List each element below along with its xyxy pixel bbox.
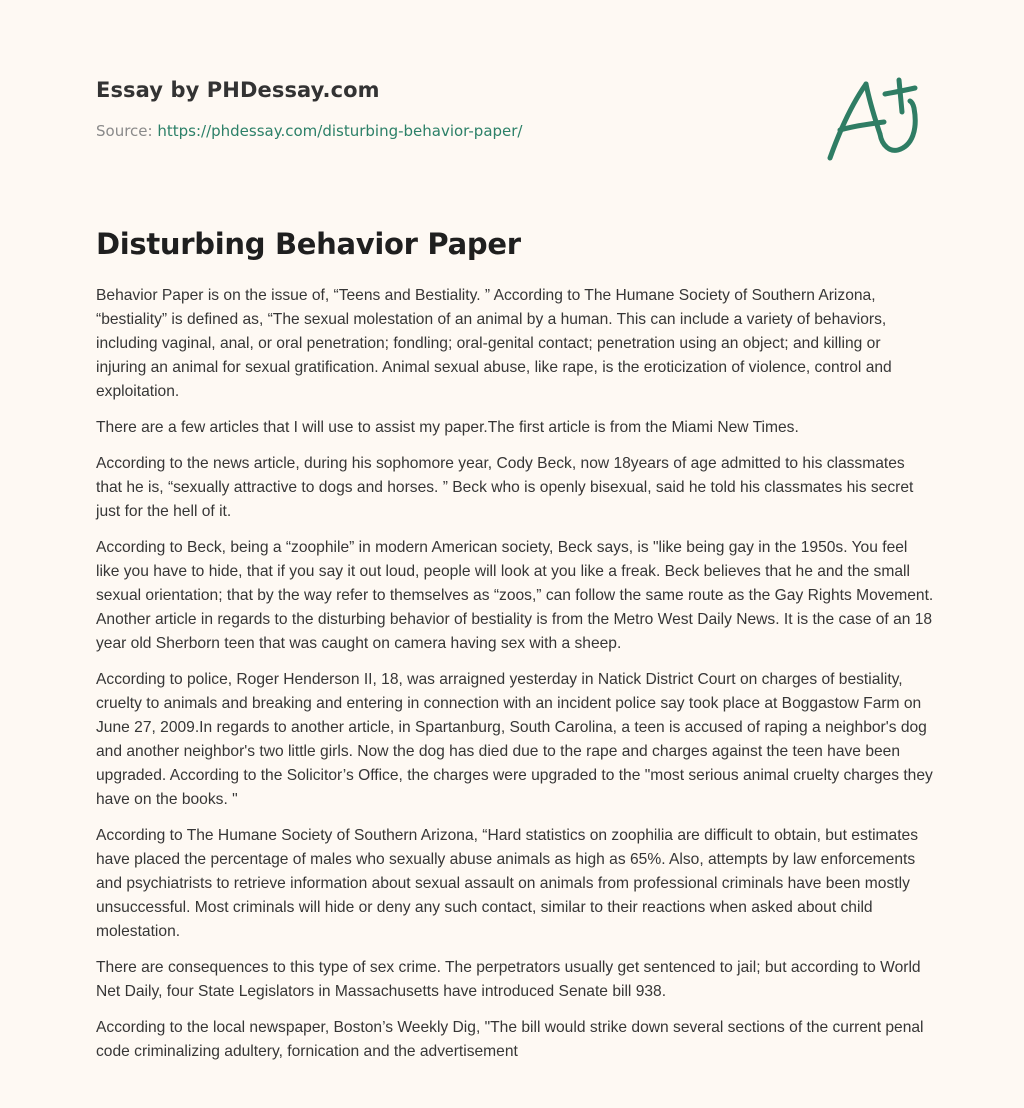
a-plus-grade-icon [822, 68, 932, 168]
source-line [96, 120, 816, 142]
document-title: Disturbing Behavior Paper [96, 227, 521, 261]
source-label: Source: [96, 122, 153, 140]
paragraph: There are a few articles that I will use to assist my paper.The first article is from the Miami New Times. [96, 419, 799, 436]
paragraph: According to the local newspaper, Boston’s Weekly Dig, "The bill would strike down several sections of the current penal code criminalizing adultery, fornication and the advertisement [96, 1019, 924, 1060]
source-link[interactable]: https://phdessay.com/disturbing-behavior-paper/ [157, 122, 523, 140]
paragraph: Behavior Paper is on the issue of, “Teens and Bestiality. ” According to The Humane Society of Southern Arizona, “bestiality” is defined as, “The sexual molestation of an animal by a human. This can include a variety of behaviors, including vaginal, anal, or oral penetration; fondling; oral-genital contact; penetration using an object; and killing or injuring an animal for sexual gratification. Animal sexual abuse, like rape, is the eroticization of violence, control and exploitation. [96, 287, 892, 400]
page-header [96, 76, 816, 142]
paragraph: According to The Humane Society of Southern Arizona, “Hard statistics on zoophilia are difficult to obtain, but estimates have placed the percentage of males who sexually abuse animals as high as 65%. Also, attempts by law enforcements and psychiatrists to retrieve information about sexual assault on animals from professional criminals have been mostly unsuccessful. Most criminals will hide or deny any such contact, similar to their reactions when asked about child molestation. [96, 827, 918, 940]
paragraph: According to the news article, during his sophomore year, Cody Beck, now 18years of age admitted to his classmates that he is, “sexually attractive to dogs and horses. ” Beck who is openly bisexual, said he told his classmates his secret just for the hell of it. [96, 455, 914, 520]
paragraph: There are consequences to this type of sex crime. The perpetrators usually get sentenced to jail; but according to World Net Daily, four State Legislators in Massachusetts have introduced Senate bill 938. [96, 959, 921, 1000]
essay-body [96, 284, 934, 1076]
paragraph: According to police, Roger Henderson II, 18, was arraigned yesterday in Natick District Court on charges of bestiality, cruelty to animals and breaking and entering in connection with an incident police say took place at Boggastow Farm on June 27, 2009.In regards to another article, in Spartanburg, South Carolina, a teen is accused of raping a neighbor's dog and another neighbor's two little girls. Now the dog has died due to the rape and charges against the teen have been upgraded. According to the Solicitor’s Office, the charges were upgraded to the "most serious animal cruelty charges they have on the books. " [96, 671, 933, 808]
paragraph: According to Beck, being a “zoophile” in modern American society, Beck says, is "like being gay in the 1950s. You feel like you have to hide, that if you say it out loud, people will look at you like a freak. Beck believes that he and the small sexual orientation; that by the way refer to themselves as “zoos,” can follow the same route as the Gay Rights Movement. Another article in regards to the disturbing behavior of bestiality is from the Metro West Daily News. It is the case of an 18 year old Sherborn teen that was caught on camera having sex with a sheep. [96, 539, 934, 652]
site-title: Essay by PHDessay.com [96, 78, 380, 102]
